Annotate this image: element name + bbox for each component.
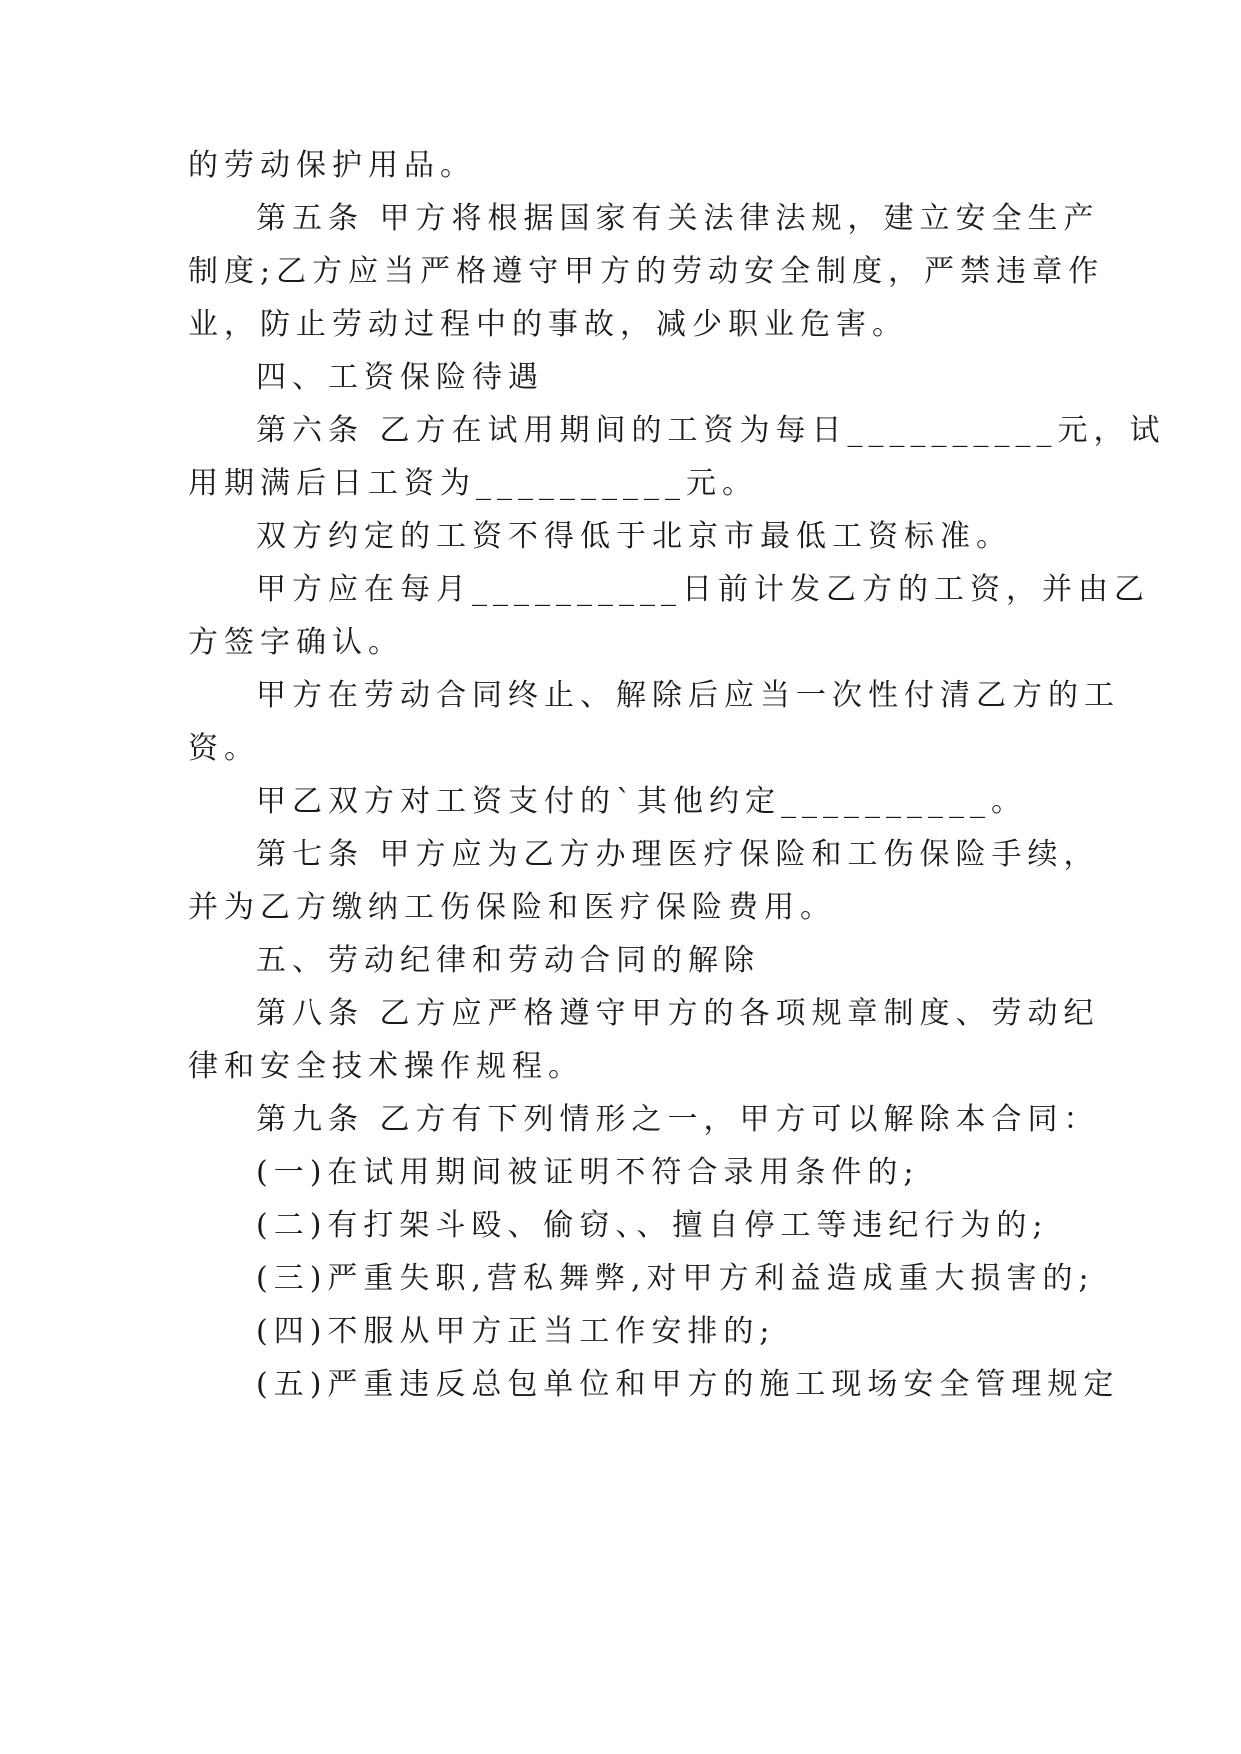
text-line: 业，防止劳动过程中的事故，减少职业危害。: [188, 307, 908, 342]
section-heading: 五、劳动纪律和劳动合同的解除: [256, 943, 760, 978]
text-line: 律和安全技术操作规程。: [188, 1049, 584, 1084]
text-line: 甲方在劳动合同终止、解除后应当一次性付清乙方的工: [256, 678, 1120, 713]
text-line: 第六条 乙方在试用期间的工资为每日__________元，试: [256, 413, 1166, 448]
list-item: (三)严重失职,营私舞弊,对甲方利益造成重大损害的;: [256, 1261, 1095, 1296]
text-line: 第七条 甲方应为乙方办理医疗保险和工伤保险手续，: [256, 837, 1100, 872]
text-line: 第八条 乙方应严格遵守甲方的各项规章制度、劳动纪: [256, 996, 1100, 1031]
text-line: 的劳动保护用品。: [188, 148, 476, 183]
list-item: (四)不服从甲方正当工作安排的;: [256, 1314, 776, 1349]
text-line: 双方约定的工资不得低于北京市最低工资标准。: [256, 519, 1012, 554]
text-line: 并为乙方缴纳工伤保险和医疗保险费用。: [188, 890, 836, 925]
text-line: 第五条 甲方将根据国家有关法律法规，建立安全生产: [256, 201, 1100, 236]
section-heading: 四、工资保险待遇: [256, 360, 544, 395]
text-line: 甲乙双方对工资支付的`其他约定__________。: [256, 784, 1027, 819]
list-item: (一)在试用期间被证明不符合录用条件的;: [256, 1155, 920, 1190]
text-line: 用期满后日工资为__________元。: [188, 466, 758, 501]
text-line: 制度;乙方应当严格遵守甲方的劳动安全制度，严禁违章作: [188, 254, 1105, 289]
text-line: 资。: [188, 731, 260, 766]
text-line: 第九条 乙方有下列情形之一，甲方可以解除本合同：: [256, 1102, 1100, 1137]
list-item: (五)严重违反总包单位和甲方的施工现场安全管理规定: [256, 1367, 1120, 1402]
list-item: (二)有打架斗殴、偷窃、、擅自停工等违纪行为的;: [256, 1208, 1049, 1243]
text-line: 方签字确认。: [188, 625, 404, 660]
text-line: 甲方应在每月__________日前计发乙方的工资，并由乙: [256, 572, 1150, 607]
